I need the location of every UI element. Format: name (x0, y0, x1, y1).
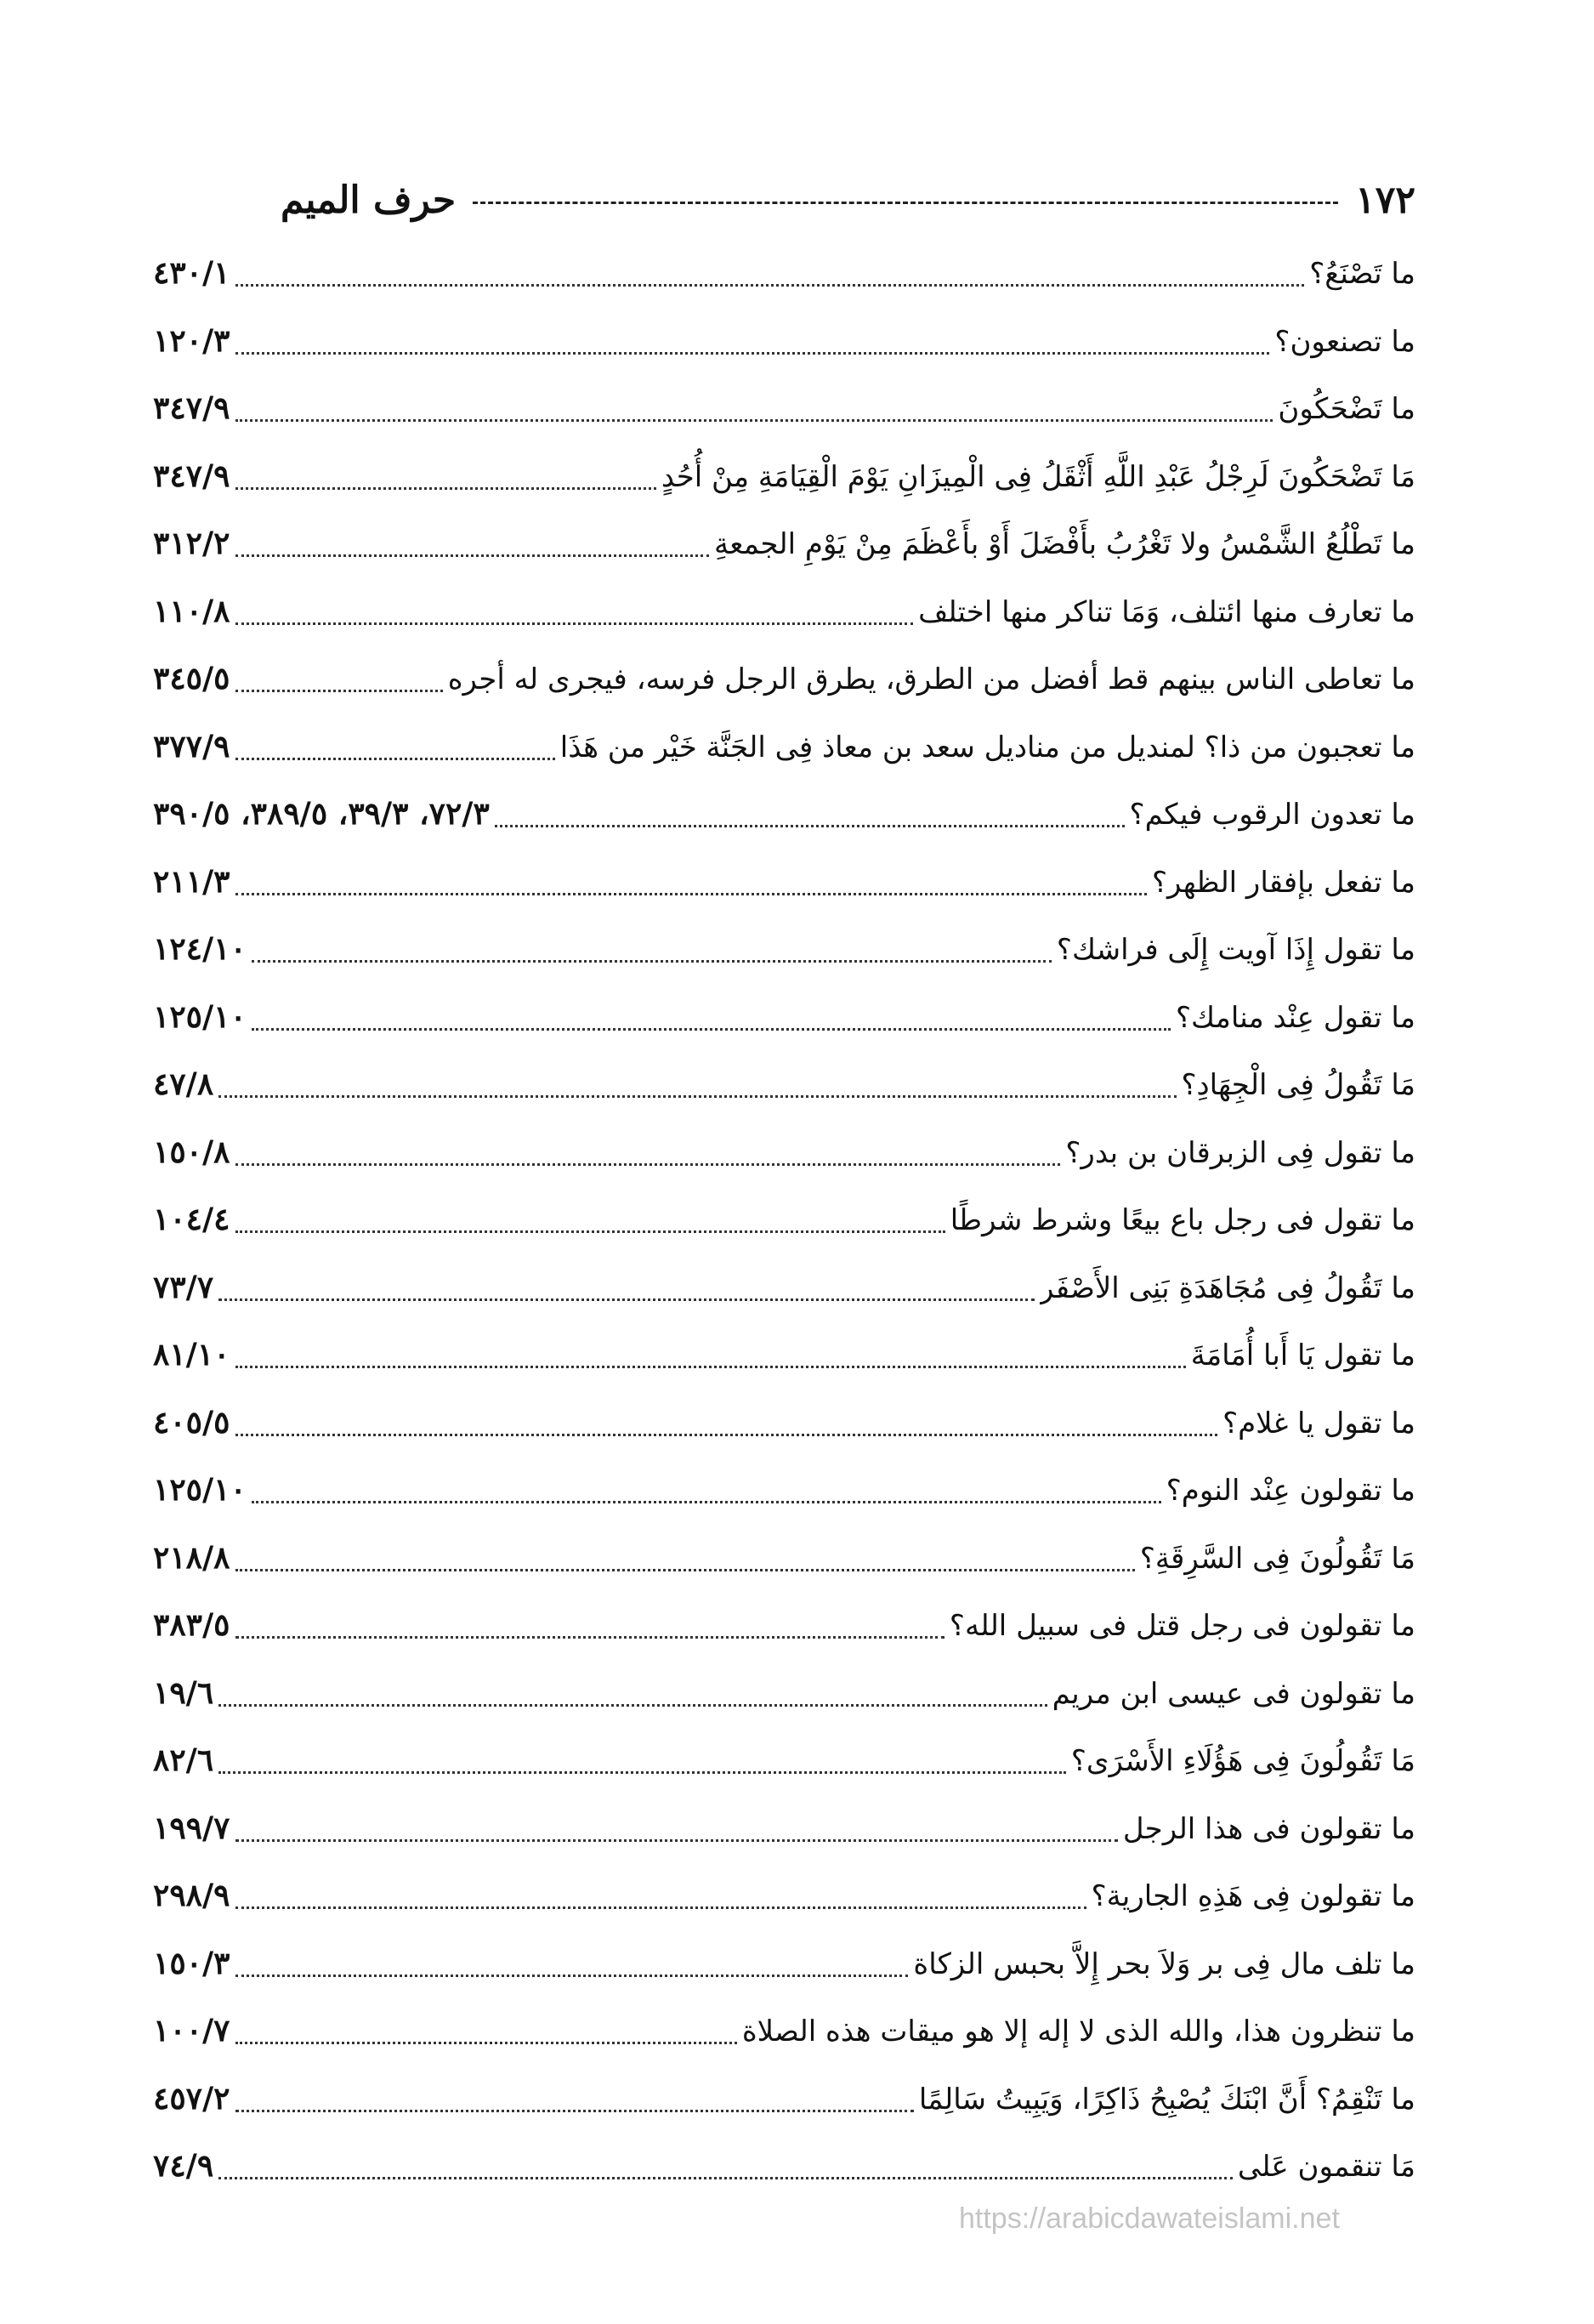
page-header (281, 170, 1415, 230)
entry-text: ما تقولون فى عيسى ابن مريم (1052, 1676, 1415, 1711)
entry-text: ما تقولون عِنْد النوم؟ (1166, 1474, 1415, 1508)
leader-dots (495, 825, 1125, 827)
leader-dots (235, 284, 1305, 287)
entry-reference: ٣١٢/٢ (153, 526, 230, 561)
entry-reference: ١٩٩/٧ (153, 1810, 230, 1846)
index-entry (153, 1727, 1415, 1795)
index-entry (153, 916, 1415, 984)
entry-text: ما تَقُولُ فِى مُجَاهَدَةِ بَنِى الأَصْفَر (1040, 1270, 1415, 1305)
entry-text: مَا تَقُولُ فِى الْجِهَادِ؟ (1181, 1068, 1415, 1102)
index-entry (153, 1592, 1415, 1660)
entry-reference: ١٢٥/١٠ (153, 998, 247, 1035)
index-entry (153, 984, 1415, 1052)
entry-reference: ٣٧٧/٩ (153, 728, 230, 764)
leader-dots (235, 2110, 914, 2112)
leader-dots (235, 554, 710, 557)
entry-text: ما تقولون فى هذا الرجل (1122, 1811, 1415, 1846)
leader-dots (235, 1230, 945, 1233)
index-entry (153, 240, 1415, 308)
entry-text: ما تَنْقِمُ؟ أَنَّ ابْنَكَ يُصْبِحُ ذَاكِرًا، وَيَبِيتُ سَالِمًا (918, 2082, 1415, 2117)
index-entry (153, 1051, 1415, 1119)
index-entry (153, 1660, 1415, 1728)
entry-reference: ٧٤/٩ (153, 2148, 214, 2184)
entry-text: مَا تَقُولُونَ فِى السَّرِقَةِ؟ (1139, 1541, 1415, 1576)
entry-text: ما تقول يا غلام؟ (1222, 1406, 1415, 1440)
header-rule (473, 202, 1338, 204)
leader-dots (218, 1095, 1176, 1098)
leader-dots (235, 1366, 1186, 1368)
leader-dots (235, 1569, 1135, 1571)
index-entry (153, 1862, 1415, 1930)
index-entry (153, 578, 1415, 646)
index-entry (153, 1119, 1415, 1187)
entry-text: ما تعجبون من ذا؟ لمنديل من مناديل سعد بن معاذ فِى الجَنَّة خَيْر من هَذَا (559, 730, 1415, 764)
entry-reference: ٢١١/٣ (153, 863, 230, 900)
leader-dots (235, 1906, 1086, 1909)
entry-text: ما تفعل بإفقار الظهر؟ (1151, 865, 1415, 900)
entry-reference: ٣٨٣/٥ (153, 1607, 230, 1643)
entry-text: ما تقول عِنْد منامك؟ (1175, 1000, 1415, 1035)
leader-dots (252, 1028, 1171, 1031)
entry-reference: ٧٢/٣، ٣٩/٣، ٣٨٩/٥، ٣٩٠/٥ (153, 796, 490, 832)
leader-dots (218, 2177, 1233, 2179)
leader-dots (235, 487, 656, 490)
entry-reference: ١١٠/٨ (153, 593, 230, 629)
entry-reference: ١٩/٦ (153, 1674, 214, 1711)
entry-reference: ١٥٠/٣ (153, 1945, 230, 1981)
entry-text: مَا تَقُولُونَ فِى هَؤُلَاءِ الأَسْرَى؟ (1070, 1744, 1415, 1778)
index-entry (153, 645, 1415, 713)
watermark-url: https://arabicdawateislami.net (959, 2202, 1340, 2235)
leader-dots (235, 758, 555, 760)
index-entry (153, 849, 1415, 917)
entry-text: ما تصنعون؟ (1274, 324, 1415, 359)
leader-dots (218, 1704, 1047, 1707)
index-entry (153, 781, 1415, 849)
index-entry (153, 308, 1415, 376)
entry-reference: ٤٥٧/٢ (153, 2080, 230, 2117)
index-entry (153, 2133, 1415, 2201)
leader-dots (252, 960, 1052, 963)
index-entry (153, 443, 1415, 511)
entry-reference: ١٥٠/٨ (153, 1134, 230, 1170)
index-entry (153, 375, 1415, 443)
entry-reference: ٣٤٧/٩ (153, 457, 230, 494)
index-entry (153, 1525, 1415, 1593)
entry-text: ما تقول فِى الزبرقان بن بدر؟ (1065, 1135, 1415, 1170)
index-entry-list (153, 240, 1415, 2201)
index-entry (153, 1795, 1415, 1863)
entry-text: ما تلف مال فِى بر وَلاَ بحر إِلاَّ بحبس الزكاة (913, 1946, 1415, 1981)
leader-dots (235, 622, 914, 625)
leader-dots (235, 1163, 1061, 1166)
index-entry (153, 713, 1415, 781)
page-number: ١٧٢ (1355, 178, 1415, 222)
chapter-title: حرف الميم (281, 178, 457, 222)
entry-text: ما تَضْحَكُونَ (1278, 392, 1415, 426)
entry-text: ما تعاطى الناس بينهم قط أفضل من الطرق، يطرق الرجل فرسه، فيجرى له أجره (447, 662, 1415, 696)
entry-reference: ٣٤٥/٥ (153, 661, 230, 696)
leader-dots (235, 1636, 944, 1639)
entry-reference: ٤٠٥/٥ (153, 1404, 230, 1440)
entry-text: ما تنظرون هذا، والله الذى لا إله إلا هو ميقات هذه الصلاة (741, 2014, 1415, 2048)
entry-text: ما تقولون فِى هَذِهِ الجارية؟ (1091, 1879, 1415, 1913)
entry-reference: ٧٣/٧ (153, 1269, 214, 1305)
leader-dots (235, 1975, 909, 1977)
leader-dots (218, 1298, 1035, 1301)
index-entry (153, 1457, 1415, 1525)
entry-text: ما تعدون الرقوب فيكم؟ (1129, 798, 1415, 832)
leader-dots (235, 893, 1147, 895)
index-entry (153, 1997, 1415, 2065)
leader-dots (235, 2042, 737, 2044)
entry-text: ما تقولون فى رجل قتل فى سبيل الله؟ (949, 1609, 1415, 1643)
leader-dots (235, 1839, 1118, 1842)
index-entry (153, 1254, 1415, 1322)
index-entry (153, 510, 1415, 578)
entry-reference: ١٢٤/١٠ (153, 931, 247, 967)
entry-reference: ٢٩٨/٩ (153, 1878, 230, 1913)
leader-dots (218, 1771, 1066, 1774)
entry-text: ما تعارف منها ائتلف، وَمَا تناكر منها اختلف (918, 594, 1415, 629)
entry-reference: ١٢٥/١٠ (153, 1472, 247, 1508)
index-entry (153, 2065, 1415, 2134)
index-entry (153, 1321, 1415, 1389)
leader-dots (252, 1501, 1161, 1503)
entry-reference: ٨١/١٠ (153, 1337, 230, 1372)
entry-text: مَا تنقمون عَلى (1237, 2150, 1415, 2184)
entry-text: ما تَصْنَعُ؟ (1309, 257, 1415, 291)
leader-dots (235, 690, 443, 692)
entry-text: ما تقول فى رجل باع بيعًا وشرط شرطًا (950, 1203, 1415, 1237)
leader-dots (235, 1434, 1218, 1436)
entry-reference: ٣٤٧/٩ (153, 390, 230, 426)
leader-dots (235, 419, 1273, 422)
entry-text: ما تقول إِذَا آويت إِلَى فراشك؟ (1056, 933, 1415, 967)
entry-reference: ٢١٨/٨ (153, 1539, 230, 1576)
entry-reference: ١٢٠/٣ (153, 322, 230, 359)
entry-text: ما تقول يَا أَبا أُمَامَةَ (1190, 1338, 1415, 1372)
entry-reference: ١٠٤/٤ (153, 1202, 230, 1237)
entry-reference: ٨٢/٦ (153, 1742, 214, 1778)
entry-reference: ٤٧/٨ (153, 1066, 214, 1102)
entry-reference: ٤٣٠/١ (153, 255, 230, 291)
entry-text: مَا تَضْحَكُونَ لَرِجْلُ عَبْدِ اللَّهِ أَثْقَلُ فِى الْمِيزَانِ يَوْمَ الْقِيَامَةِ مِنْ أُحُدٍ (661, 459, 1415, 494)
entry-reference: ١٠٠/٧ (153, 2013, 230, 2048)
leader-dots (235, 352, 1270, 355)
index-entry (153, 1930, 1415, 1998)
entry-text: ما تَطْلُعُ الشَّمْسُ ولا تَغْرُبُ بأَفْضَلَ أَوْ بأَعْظَمَ مِنْ يَوْمِ الجمعةِ (714, 527, 1415, 561)
index-entry (153, 1186, 1415, 1254)
index-entry (153, 1389, 1415, 1457)
